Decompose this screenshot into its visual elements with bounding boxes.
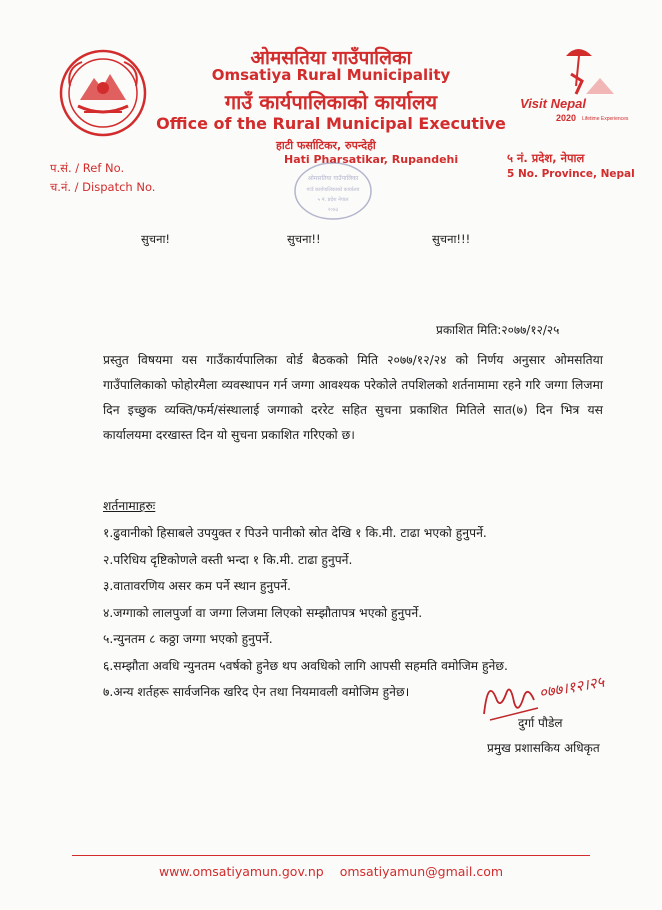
province-nepali: ५ नं. प्रदेश, नेपाल	[507, 151, 585, 165]
term-item: १.ढुवानीको हिसाबले उपयुक्त र पिउने पानीको स्रोत देखि १ कि.मी. टाढा भएको हुनुपर्ने.	[103, 526, 487, 540]
term-item: ५.न्युनतम ८ कठ्ठा जग्गा भएको हुनुपर्ने.	[103, 632, 273, 646]
notice-body: प्रस्तुत विषयमा यस गाउँकार्यपालिका वोर्ड बैठकको मिति २०७७/१२/२४ को निर्णय अनुसार ओमसतिया गाउँपालिकाको फोहोरमैला व्यवस्थापन गर्न जग्गा आवश्यक परेकोले तपशिलको शर्तनामामा रहने गरि जग्गा लिजमा दिन इच्छुक व्यक्ति/फर्म/संस्थालाई जग्गाको दररेट सहित सुचना प्रकाशित मितिले सात(७) दिन भित्र यस कार्यालयमा दरखास्त दिन यो सुचना प्रकाशित गरिएको छ।	[103, 353, 603, 442]
logo-year: 2020	[556, 113, 577, 123]
stamp-year: २०७३	[327, 207, 339, 213]
address-nepali: हाटी फर्साटिकर, रुपन्देही	[276, 139, 376, 152]
stamp-subtext: गाउँ कार्यपालिकाको कार्यालय	[306, 187, 360, 193]
published-date: प्रकाशित मिति:२०७७/१२/२५	[436, 323, 560, 337]
stamp-text: ओमसतिया गाउँपालिका	[307, 175, 359, 182]
org-name-english: Omsatiya Rural Municipality	[211, 66, 451, 84]
office-name-english: Office of the Rural Municipal Executive	[156, 114, 506, 133]
signer-name: दुर्गा पौडेल	[518, 716, 563, 730]
signer-title: प्रमुख प्रशासकिय अधिकृत	[487, 741, 600, 755]
logo-tagline: Lifetime Experiences	[582, 116, 629, 122]
stamp-province: ५ नं. प्रदेश नेपाल	[317, 197, 349, 203]
office-name-nepali: गाउँ कार्यपालिकाको कार्यालय	[224, 90, 438, 114]
org-name-nepali: ओमसतिया गाउँपालिका	[250, 47, 412, 69]
footer-email[interactable]: omsatiyamun@gmail.com	[339, 864, 504, 879]
terms-heading: शर्तनामाहरुः	[103, 499, 156, 513]
office-stamp	[292, 160, 374, 222]
handwritten-signature	[480, 668, 660, 728]
footer	[0, 864, 662, 879]
term-item: ४.जग्गाको लालपुर्जा वा जग्गा लिजमा लिएको सम्झौतापत्र भएको हुनुपर्ने.	[103, 605, 423, 620]
handwritten-date: ०७७।१२।२५	[537, 672, 606, 702]
logo-visit-text: Visit Nepal	[520, 96, 586, 111]
footer-website[interactable]: www.omsatiyamun.gov.np	[158, 864, 324, 879]
dispatch-no-label: च.नं. / Dispatch No.	[50, 180, 156, 194]
term-item: २.परिधिय दृष्टिकोणले वस्ती भन्दा १ कि.मी. टाढा हुनुपर्ने.	[103, 552, 353, 567]
notice-heading: सुचना!!	[287, 232, 321, 246]
ref-no-label: प.सं. / Ref No.	[50, 161, 125, 175]
notice-heading: सुचना!!!	[432, 232, 471, 246]
term-item: ३.वातावरणिय असर कम पर्ने स्थान हुनुपर्ने.	[103, 579, 291, 593]
notice-heading: सुचना!	[141, 232, 171, 246]
footer-divider	[72, 855, 590, 856]
terms-list	[103, 520, 508, 706]
address-english: Hati Pharsatikar, Rupandehi	[284, 153, 459, 166]
term-item: ७.अन्य शर्तहरू सार्वजनिक खरिद ऐन तथा नियमावली वमोजिम हुनेछ।	[103, 685, 410, 699]
term-item: ६.सम्झौता अवधि न्युनतम ५वर्षको हुनेछ थप अवधिको लागि आपसी सहमति वमोजिम हुनेछ.	[103, 658, 508, 673]
province-english: 5 No. Province, Nepal	[507, 168, 635, 180]
